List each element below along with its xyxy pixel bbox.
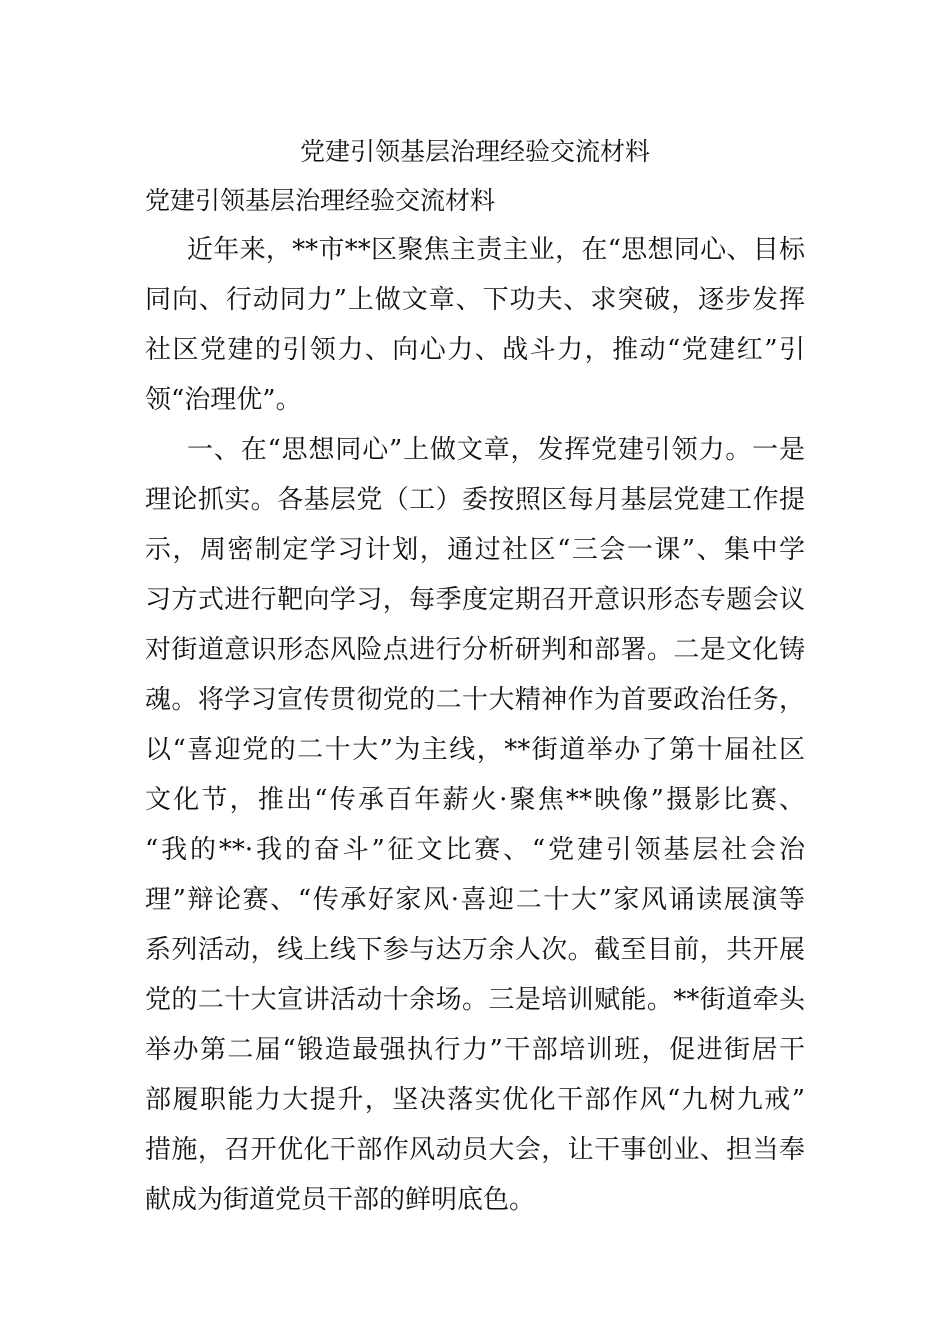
paragraph-line: 以“喜迎党的二十大”为主线，**街道举办了第十届社区 bbox=[145, 735, 805, 765]
paragraph-line: 举办第二届“锻造最强执行力”干部培训班，促进街居干 bbox=[145, 1035, 805, 1065]
paragraph-line: 魂。将学习宣传贯彻党的二十大精神作为首要政治任务， bbox=[145, 685, 805, 715]
paragraph-line: 党的二十大宣讲活动十余场。三是培训赋能。**街道牵头 bbox=[145, 985, 805, 1015]
paragraph-line: 系列活动，线上线下参与达万余人次。截至目前，共开展 bbox=[145, 935, 805, 965]
paragraph-line: 对街道意识形态风险点进行分析研判和部署。二是文化铸 bbox=[145, 635, 805, 665]
paragraph-line: 献成为街道党员干部的鲜明底色。 bbox=[145, 1185, 536, 1215]
paragraph-line: 文化节，推出“传承百年薪火·聚焦**映像”摄影比赛、 bbox=[145, 785, 805, 815]
paragraph-line: 习方式进行靶向学习，每季度定期召开意识形态专题会议 bbox=[145, 585, 805, 615]
paragraph-line: “我的**·我的奋斗”征文比赛、“党建引领基层社会治 bbox=[145, 835, 805, 865]
document-title: 党建引领基层治理经验交流材料 bbox=[299, 137, 650, 166]
paragraph-line: 理”辩论赛、“传承好家风·喜迎二十大”家风诵读展演等 bbox=[145, 885, 805, 915]
paragraph-line: 措施，召开优化干部作风动员大会，让干事创业、担当奉 bbox=[145, 1135, 805, 1165]
paragraph-line: 示，周密制定学习计划，通过社区“三会一课”、集中学 bbox=[145, 535, 805, 565]
paragraph-line: 同向、行动同力”上做文章、下功夫、求突破，逐步发挥 bbox=[145, 285, 805, 315]
paragraph-line: 理论抓实。各基层党（工）委按照区每月基层党建工作提 bbox=[145, 485, 805, 515]
paragraph-line: 部履职能力大提升，坚决落实优化干部作风“九树九戒” bbox=[145, 1085, 805, 1115]
document-subtitle: 党建引领基层治理经验交流材料 bbox=[145, 186, 496, 215]
paragraph-line: 近年来，**市**区聚焦主责主业，在“思想同心、目标 bbox=[187, 235, 805, 265]
paragraph-line: 领“治理优”。 bbox=[145, 385, 302, 415]
paragraph-line: 社区党建的引领力、向心力、战斗力，推动“党建红”引 bbox=[145, 335, 805, 365]
paragraph-line: 一、在“思想同心”上做文章，发挥党建引领力。一是 bbox=[187, 435, 805, 465]
